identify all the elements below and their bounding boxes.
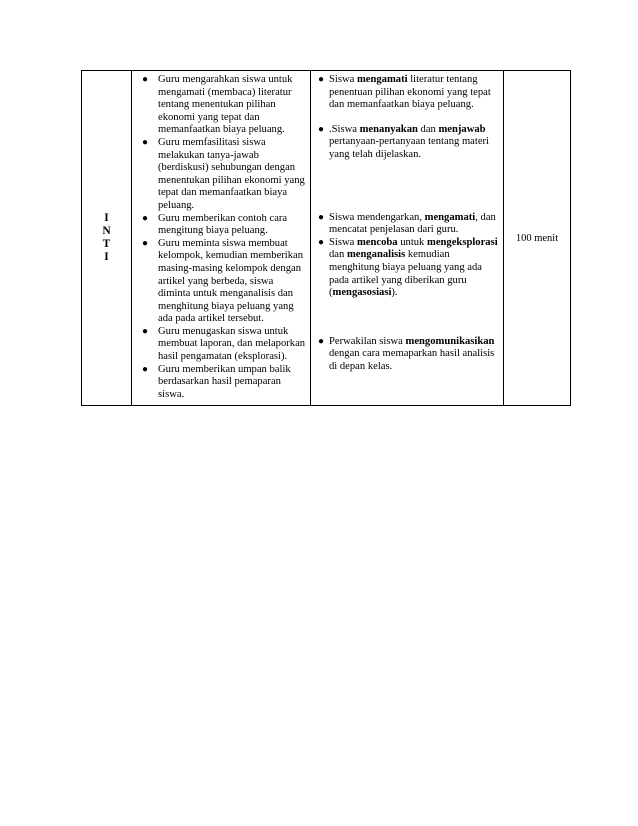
bullet-icon: ● xyxy=(142,363,149,375)
phase-letter: N xyxy=(102,225,111,238)
teacher-activities-cell xyxy=(132,71,311,406)
list-item xyxy=(136,213,306,238)
bullet-icon: ● xyxy=(318,123,325,135)
duration-label: 100 menit xyxy=(515,232,559,244)
phase-letter: I xyxy=(104,251,109,264)
teacher-activity: Guru memberikan contoh cara mengitung biaya peluang. xyxy=(158,212,288,237)
list-item xyxy=(136,74,306,137)
list-item: ● .Siswa menanyakan dan menjawab pertanyaan-pertanyaan tentang materi yang telah dijelaskan. xyxy=(318,123,489,160)
phase-letter: I xyxy=(104,212,109,225)
list-item xyxy=(136,364,306,402)
phase-letter: T xyxy=(102,238,111,251)
list-item: ● Siswa mencoba untuk mengeksplorasi dan menganalisis kemudian menghitung biaya peluang yang ada pada artikel yang diberikan guru (mengasosiasi). xyxy=(318,236,498,299)
teacher-activity: Guru mengarahkan siswa untuk mengamati (membaca) literatur tentang menentukan pilihan ekonomi yang tepat dan memanfaatkan biaya peluang. xyxy=(158,74,293,136)
table-row xyxy=(82,71,571,406)
phase-cell xyxy=(82,71,132,406)
lesson-table xyxy=(81,70,571,406)
list-item: ● Perwakilan siswa mengomunikasikan dengan cara memaparkan hasil analisis di depan kelas. xyxy=(318,335,495,372)
list-item: ● Siswa mengamati literatur tentang penentuan pilihan ekonomi yang tepat dan memanfaatkan biaya peluang. xyxy=(318,74,491,111)
bullet-icon: ● xyxy=(142,74,149,85)
student-activity-list xyxy=(311,71,503,378)
bullet-icon: ● xyxy=(142,212,149,224)
teacher-activity-list xyxy=(132,71,310,405)
list-item xyxy=(136,238,306,326)
list-item: ● Siswa mendengarkan, mengamati, dan mencatat penjelasan dari guru. xyxy=(318,211,496,236)
bullet-icon: ● xyxy=(142,325,149,337)
teacher-activity: Guru meminta siswa membuat kelompok, kemudian memberikan masing-masing kelompok dengan artikel yang berbeda, siswa diminta untuk menganalisis dan menghitung biaya peluang yang ada pada artikel tersebut. xyxy=(158,237,304,325)
duration-cell xyxy=(504,71,571,406)
bullet-icon: ● xyxy=(142,237,149,249)
bullet-icon: ● xyxy=(318,74,325,85)
bullet-icon: ● xyxy=(318,335,325,347)
teacher-activity: Guru memberikan umpan balik berdasarkan hasil pemaparan siswa. xyxy=(158,363,291,400)
bullet-icon: ● xyxy=(318,236,325,248)
student-activities-cell xyxy=(311,71,504,406)
teacher-activity: Guru memfasilitasi siswa melakukan tanya-jawab (berdiskusi) sehubungan dengan menentukan pilihan ekonomi yang tepat dan memanfaatkan biaya peluang. xyxy=(158,136,305,211)
bullet-icon: ● xyxy=(318,211,325,223)
list-item xyxy=(136,137,306,213)
bullet-icon: ● xyxy=(142,136,149,148)
list-item xyxy=(136,326,306,364)
teacher-activity: Guru menugaskan siswa untuk membuat laporan, dan melaporkan hasil pengamatan (eksplorasi). xyxy=(158,325,306,363)
